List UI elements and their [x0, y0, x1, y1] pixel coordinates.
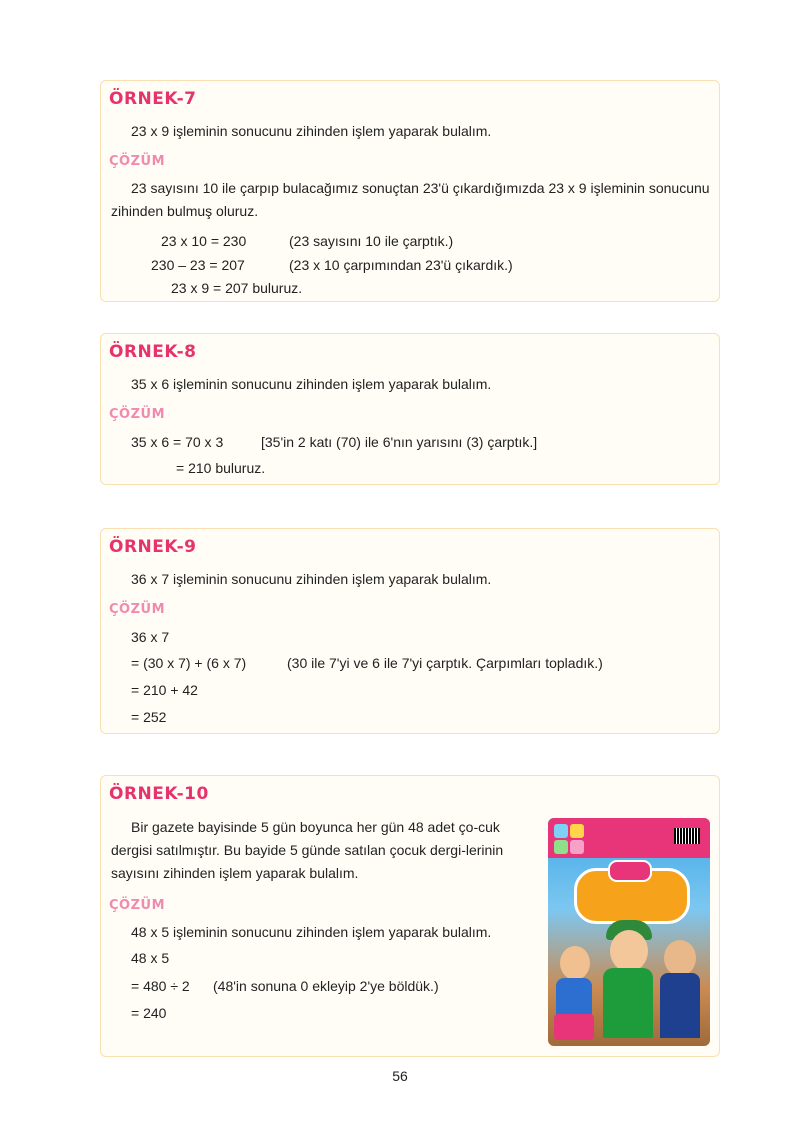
- example-10-step-1: 48 x 5 işleminin sonucunu zihinden işlem yaparak bulalım.: [131, 924, 492, 940]
- example-9-title: ÖRNEK-9: [109, 537, 197, 557]
- example-9-step-3: = 210 + 42: [131, 682, 198, 698]
- example-9-step-1: 36 x 7: [131, 629, 170, 645]
- example-10-step-3: = 480 ÷ 2: [131, 978, 190, 994]
- character-head: [664, 940, 696, 976]
- character-head: [610, 930, 648, 972]
- example-7-title: ÖRNEK-7: [109, 89, 197, 109]
- example-8-title: ÖRNEK-8: [109, 342, 197, 362]
- example-10-solution-label: ÇÖZÜM: [109, 898, 166, 913]
- example-9-step-2: = (30 x 7) + (6 x 7): [131, 655, 247, 671]
- cover-tile-icon: [554, 824, 568, 838]
- character-head: [560, 946, 590, 980]
- example-8-step-1: 35 x 6 = 70 x 3: [131, 434, 224, 450]
- page-number: 56: [392, 1068, 408, 1084]
- example-9-step-4: = 252: [131, 709, 167, 725]
- example-7-note-2: (23 x 10 çarpımından 23'ü çıkardık.): [289, 257, 513, 273]
- example-9-box: [100, 528, 720, 734]
- example-10-step-4: = 240: [131, 1005, 167, 1021]
- example-7-prompt: 23 x 9 işleminin sonucunu zihinden işlem yaparak bulalım.: [131, 123, 492, 139]
- example-10-paragraph: Bir gazete bayisinde 5 gün boyunca her gün 48 adet ço-cuk dergisi satılmıştır. Bu bayide 5 günde satılan çocuk dergi-lerinin sayısını zihinden işlem yaparak bulalım.: [111, 819, 504, 881]
- character-body: [603, 968, 653, 1038]
- example-7-box: [100, 80, 720, 302]
- example-8-note-1: [35'in 2 katı (70) ile 6'nın yarısını (3) çarptık.]: [261, 434, 538, 450]
- cover-corner-badge: [554, 1014, 594, 1040]
- cover-logo-badge: [608, 860, 652, 882]
- example-8-step-2: = 210 buluruz.: [176, 460, 266, 476]
- example-7-step-2: 230 – 23 = 207: [151, 257, 245, 273]
- character-body: [660, 973, 700, 1038]
- example-9-solution-label: ÇÖZÜM: [109, 602, 166, 617]
- barcode-icon: [674, 828, 700, 844]
- example-8-solution-label: ÇÖZÜM: [109, 407, 166, 422]
- example-7-step-3: 23 x 9 = 207 buluruz.: [171, 280, 303, 296]
- example-8-prompt: 35 x 6 işleminin sonucunu zihinden işlem yaparak bulalım.: [131, 376, 492, 392]
- cover-tile-icon: [554, 840, 568, 854]
- example-7-note-1: (23 sayısını 10 ile çarptık.): [289, 233, 454, 249]
- cover-tile-icon: [570, 840, 584, 854]
- example-10-note-3: (48'in sonuna 0 ekleyip 2'ye böldük.): [213, 978, 439, 994]
- example-10-step-2: 48 x 5: [131, 950, 170, 966]
- cover-tile-icon: [570, 824, 584, 838]
- example-7-solution-label: ÇÖZÜM: [109, 154, 166, 169]
- example-8-box: [100, 333, 720, 485]
- example-9-note-2: (30 ile 7'yi ve 6 ile 7'yi çarptık. Çarpımları topladık.): [287, 655, 603, 671]
- example-10-title: ÖRNEK-10: [109, 784, 209, 804]
- example-7-step-1: 23 x 10 = 230: [161, 233, 247, 249]
- example-9-prompt: 36 x 7 işleminin sonucunu zihinden işlem yaparak bulalım.: [131, 571, 492, 587]
- magazine-cover-image: [548, 818, 710, 1046]
- example-7-paragraph: 23 sayısını 10 ile çarpıp bulacağımız sonuçtan 23'ü çıkardığımızda 23 x 9 işleminin sonucunu zihinden bulmuş oluruz.: [111, 180, 710, 219]
